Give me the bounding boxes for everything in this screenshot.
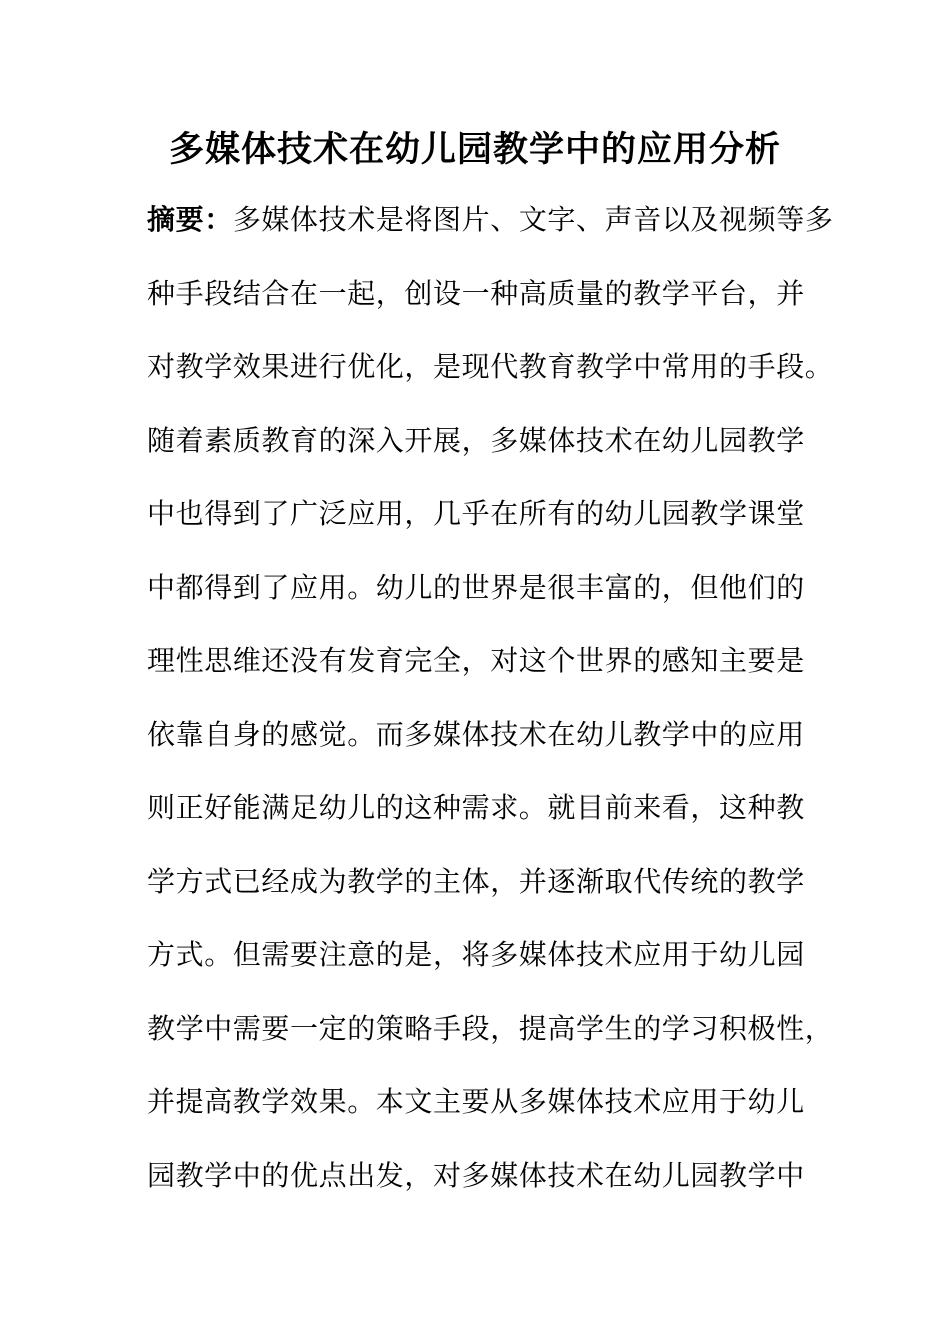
abstract-body <box>147 194 847 1223</box>
abstract-line: 种手段结合在一起，创设一种高质量的教学平台，并 <box>147 276 805 310</box>
abstract-label: 摘要： <box>147 203 233 236</box>
document-title: 多媒体技术在幼儿园教学中的应用分析 <box>168 129 781 170</box>
abstract-line: 园教学中的优点出发，对多媒体技术在幼儿园教学中 <box>147 1158 805 1192</box>
abstract-line: 中都得到了应用。幼儿的世界是很丰富的，但他们的 <box>147 570 805 604</box>
abstract-line: 则正好能满足幼儿的这种需求。就目前来看，这种教 <box>147 791 805 824</box>
abstract-line: 中也得到了广泛应用，几乎在所有的幼儿园教学课堂 <box>147 497 805 530</box>
abstract-line-text: 多媒体技术是将图片、文字、声音以及视频等多 <box>232 203 834 236</box>
abstract-line: 对教学效果进行优化，是现代教育教学中常用的手段。 <box>147 350 834 383</box>
abstract-line: 方式。但需要注意的是，将多媒体技术应用于幼儿园 <box>147 938 805 971</box>
abstract-line: 理性思维还没有发育完全，对这个世界的感知主要是 <box>147 644 805 677</box>
abstract-line <box>147 194 847 268</box>
abstract-line: 依靠自身的感觉。而多媒体技术在幼儿教学中的应用 <box>147 717 805 751</box>
abstract-line: 教学中需要一定的策略手段，提高学生的学习积极性， <box>147 1011 834 1045</box>
abstract-line: 随着素质教育的深入开展，多媒体技术在幼儿园教学 <box>147 423 805 457</box>
abstract-line: 并提高教学效果。本文主要从多媒体技术应用于幼儿 <box>147 1085 805 1118</box>
abstract-line: 学方式已经成为教学的主体，并逐渐取代传统的教学 <box>147 864 805 898</box>
